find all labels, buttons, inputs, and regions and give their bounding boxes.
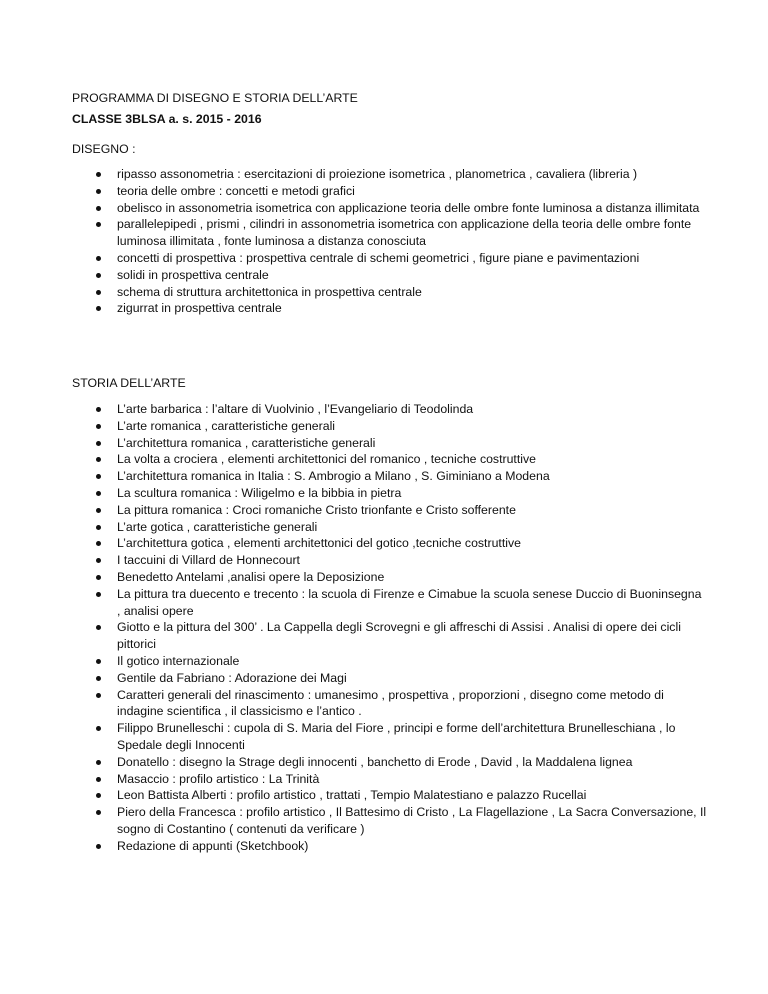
list-item: La pittura tra duecento e trecento : la scuola di Firenze e Cimabue la scuola senese Duccio di Buoninsegna , analisi opere bbox=[96, 586, 708, 620]
list-item: L’arte romanica , caratteristiche generali bbox=[96, 418, 708, 435]
section-heading-storia: STORIA DELL’ARTE bbox=[72, 376, 186, 390]
class-year-label: CLASSE 3BLSA a. s. 2015 - 2016 bbox=[72, 112, 262, 126]
storia-list bbox=[96, 401, 708, 855]
list-item: La pittura romanica : Croci romaniche Cristo trionfante e Cristo sofferente bbox=[96, 502, 708, 519]
list-item: Leon Battista Alberti : profilo artistico , trattati , Tempio Malatestiano e palazzo Rucellai bbox=[96, 787, 708, 804]
list-item: Caratteri generali del rinascimento : umanesimo , prospettiva , proporzioni , disegno come metodo di indagine scientifica , il classicismo e l’antico . bbox=[96, 687, 708, 721]
list-item: schema di struttura architettonica in prospettiva centrale bbox=[96, 284, 708, 301]
list-item: La volta a crociera , elementi architettonici del romanico , tecniche costruttive bbox=[96, 451, 708, 468]
list-item: obelisco in assonometria isometrica con applicazione teoria delle ombre fonte luminosa a distanza illimitata bbox=[96, 200, 708, 217]
list-item: Benedetto Antelami ,analisi opere la Deposizione bbox=[96, 569, 708, 586]
list-item: L’architettura gotica , elementi architettonici del gotico ,tecniche costruttive bbox=[96, 535, 708, 552]
list-item: solidi in prospettiva centrale bbox=[96, 267, 708, 284]
list-item: Filippo Brunelleschi : cupola di S. Maria del Fiore , principi e forme dell’architettura Brunelleschiana , lo Spedale degli Innocenti bbox=[96, 720, 708, 754]
list-item: L’arte gotica , caratteristiche generali bbox=[96, 519, 708, 536]
document-title: PROGRAMMA DI DISEGNO E STORIA DELL’ARTE bbox=[72, 91, 358, 105]
list-item: Piero della Francesca : profilo artistico , Il Battesimo di Cristo , La Flagellazione , La Sacra Conversazione, Il sogno di Costantino ( contenuti da verificare ) bbox=[96, 804, 708, 838]
list-item: ripasso assonometria : esercitazioni di proiezione isometrica , planometrica , cavaliera (libreria ) bbox=[96, 166, 708, 183]
list-item: Donatello : disegno la Strage degli innocenti , banchetto di Erode , David , la Maddalena lignea bbox=[96, 754, 708, 771]
list-item: teoria delle ombre : concetti e metodi grafici bbox=[96, 183, 708, 200]
list-item: parallelepipedi , prismi , cilindri in assonometria isometrica con applicazione della teoria delle ombre fonte luminosa illimitata , fonte luminosa a distanza conosciuta bbox=[96, 216, 708, 250]
list-item: L’architettura romanica , caratteristiche generali bbox=[96, 435, 708, 452]
list-item: La scultura romanica : Wiligelmo e la bibbia in pietra bbox=[96, 485, 708, 502]
disegno-list bbox=[96, 166, 708, 317]
list-item: I taccuini di Villard de Honnecourt bbox=[96, 552, 708, 569]
list-item: L’arte barbarica : l’altare di Vuolvinio , l’Evangeliario di Teodolinda bbox=[96, 401, 708, 418]
list-item: L’architettura romanica in Italia : S. Ambrogio a Milano , S. Giminiano a Modena bbox=[96, 468, 708, 485]
list-item: Masaccio : profilo artistico : La Trinità bbox=[96, 771, 708, 788]
list-item: Giotto e la pittura del 300’ . La Cappella degli Scrovegni e gli affreschi di Assisi . Analisi di opere dei cicli pittorici bbox=[96, 619, 708, 653]
list-item: zigurrat in prospettiva centrale bbox=[96, 300, 708, 317]
list-item: Redazione di appunti (Sketchbook) bbox=[96, 838, 708, 855]
list-item: Gentile da Fabriano : Adorazione dei Magi bbox=[96, 670, 708, 687]
list-item: Il gotico internazionale bbox=[96, 653, 708, 670]
section-heading-disegno: DISEGNO : bbox=[72, 142, 136, 156]
list-item: concetti di prospettiva : prospettiva centrale di schemi geometrici , figure piane e pavimentazioni bbox=[96, 250, 708, 267]
